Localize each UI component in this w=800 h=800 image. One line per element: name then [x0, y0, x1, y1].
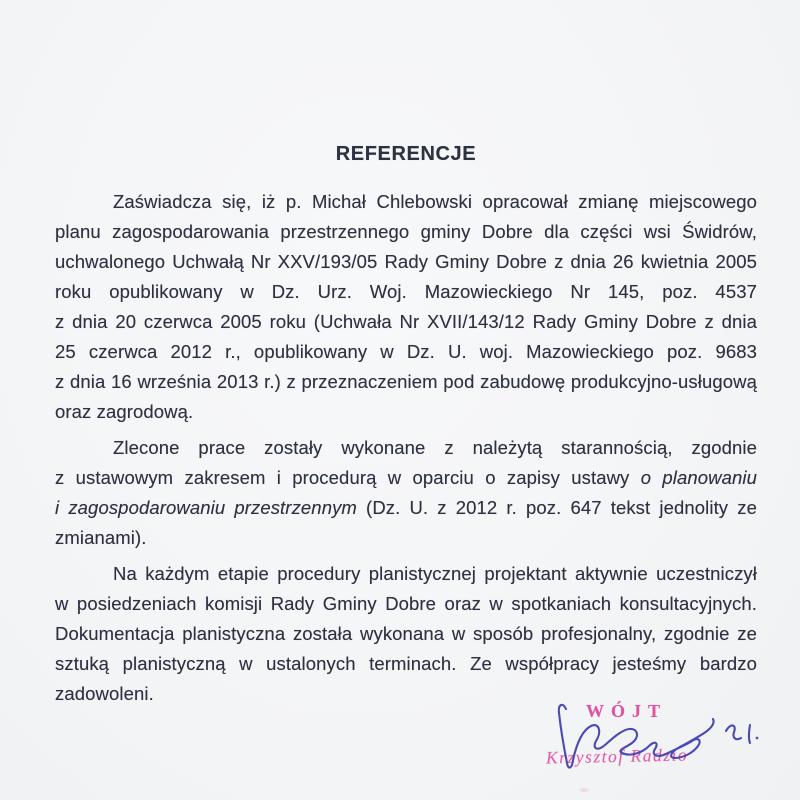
text-line — [55, 559, 757, 589]
text-line — [55, 367, 757, 397]
text-line — [55, 337, 757, 367]
text-segment: (Dz. U. z 2012 r. poz. 647 tekst jednolity ze — [356, 497, 757, 518]
text-segment: Dokumentacja planistyczna została wykonana w sposób profesjonalny, zgodnie ze — [55, 623, 757, 644]
text-segment: w posiedzeniach komisji Rady Gminy Dobre oraz w spotkaniach konsultacyjnych. — [55, 593, 757, 614]
text-line — [55, 589, 757, 619]
text-line — [55, 649, 757, 679]
text-line — [55, 277, 757, 307]
text-segment: Na każdym etapie procedury planistycznej projektant aktywnie uczestniczył — [113, 563, 757, 584]
paragraph — [55, 559, 757, 709]
text-line — [55, 463, 757, 493]
text-line — [55, 217, 757, 247]
text-line — [55, 619, 757, 649]
document-body — [55, 143, 757, 709]
paragraphs-container — [55, 187, 757, 709]
text-line — [55, 523, 757, 553]
text-segment: z ustawowym zakresem i procedurą w oparciu o zapisy ustawy — [55, 467, 641, 488]
paragraph — [55, 187, 757, 427]
text-line — [55, 397, 757, 427]
text-line — [55, 187, 757, 217]
stamp-ink-smudge — [578, 787, 590, 793]
signature-tail-stroke — [726, 725, 741, 739]
text-segment: zmianami). — [55, 527, 147, 548]
wojt-stamp-title: WÓJT — [586, 701, 668, 721]
text-segment: oraz zagrodową. — [55, 401, 194, 422]
text-segment: zadowoleni. — [55, 683, 154, 704]
signature-mark-stroke — [749, 725, 750, 743]
text-line — [55, 433, 757, 463]
text-line — [55, 493, 757, 523]
handwritten-signature — [528, 693, 790, 793]
text-segment: Zlecone prace zostały wykonane z należytą starannością, zgodnie — [113, 437, 757, 458]
text-segment: planu zagospodarowania przestrzennego gminy Dobre dla części wsi Świdrów, — [55, 221, 757, 242]
signature-main-stroke — [559, 705, 714, 768]
document-title: REFERENCJE — [335, 143, 477, 165]
text-segment: sztuką planistyczną w ustalonych terminach. Ze współpracy jesteśmy bardzo — [55, 653, 757, 674]
text-segment: 25 czerwca 2012 r., opublikowany w Dz. U. woj. Mazowieckiego poz. 9683 — [55, 341, 757, 362]
text-line — [55, 247, 757, 277]
text-segment: uchwalonego Uchwałą Nr XXV/193/05 Rady Gminy Dobre z dnia 26 kwietnia 2005 — [55, 251, 757, 272]
text-segment: z dnia 20 czerwca 2005 roku (Uchwała Nr XVII/143/12 Rady Gminy Dobre z dnia — [55, 311, 757, 332]
text-segment: i zagospodarowaniu przestrzennym — [55, 497, 357, 518]
text-segment: z dnia 16 września 2013 r.) z przeznaczeniem pod zabudowę produkcyjno-usługową — [55, 371, 757, 392]
text-segment: Zaświadcza się, iż p. Michał Chlebowski opracował zmianę miejscowego — [113, 191, 757, 212]
wojt-stamp-name: Krzysztof Radzio — [545, 744, 689, 768]
signature-ink-dot — [756, 737, 759, 740]
text-line — [55, 307, 757, 337]
text-segment: roku opublikowany w Dz. Urz. Woj. Mazowieckiego Nr 145, poz. 4537 — [55, 281, 757, 302]
text-segment: o planowaniu — [640, 467, 757, 488]
signature-block — [528, 693, 790, 793]
paragraph — [55, 433, 757, 553]
